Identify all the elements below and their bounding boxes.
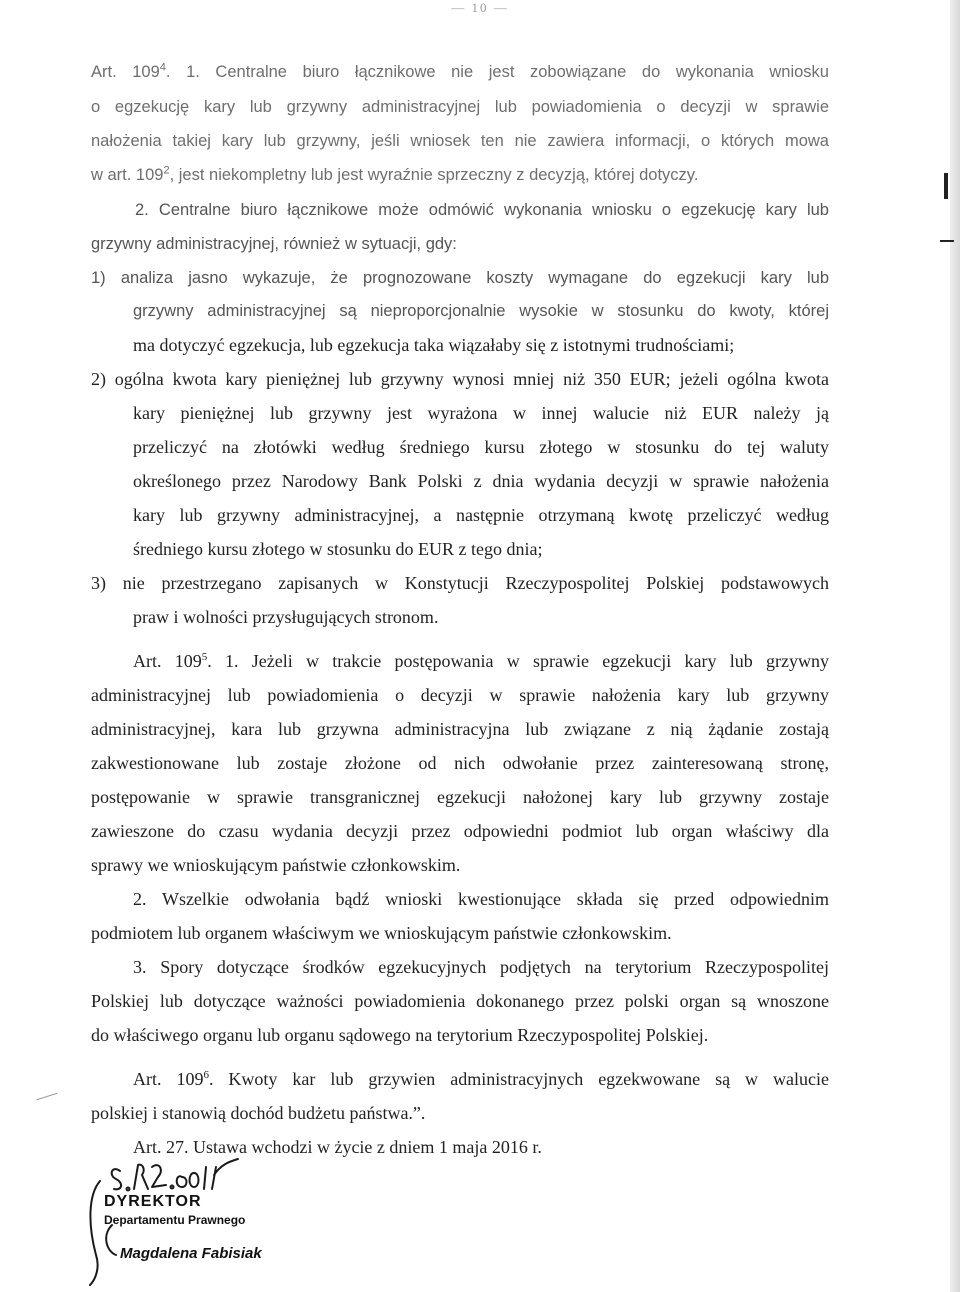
text-line: określonego przez Narodowy Bank Polski z dnia wydania decyzji w sprawie nałożenia (133, 471, 829, 491)
text-line: 2. Centralne biuro łącznikowe może odmówić wykonania wniosku o egzekucję kary lub (135, 201, 829, 219)
text-line: średniego kursu złotego w stosunku do EUR z tego dnia; (133, 539, 543, 559)
list-item: 3) nie przestrzegano zapisanych w Konstytucji Rzeczypospolitej Polskiej podstawowych (91, 573, 829, 593)
text-line: Art. $109^4$. 1. Centralne biuro łącznikowe nie jest zobowiązane do wykonania wniosku (91, 61, 829, 81)
text-line: sprawy we wnioskującym państwie członkowskim. (91, 855, 461, 875)
text-line: praw i wolności przysługujących stronom. (133, 607, 439, 627)
text-line: administracyjnej lub powiadomienia o decyzji w sprawie nałożenia kary lub grzywny (91, 685, 829, 705)
text-line: postępowanie w sprawie transgranicznej egzekucji nałożonej kary lub grzywny zostaje (91, 787, 829, 807)
text-line: kary pieniężnej lub grzywny jest wyrażona w innej walucie niż EUR należy ją (133, 403, 829, 423)
text-line: nałożenia takiej kary lub grzywny, jeśli wniosek ten nie zawiera informacji, o których mowa (91, 132, 829, 150)
text-line: administracyjnej, kara lub grzywna administracyjna lub związane z nią żądanie zostają (91, 719, 829, 739)
text-line: polskiej i stanowią dochód budżetu państwa.”. (91, 1103, 426, 1123)
scan-mark (36, 1093, 57, 1101)
text-line: przeliczyć na złotówki według średniego kursu złotego w stosunku do tej waluty (133, 437, 829, 457)
scan-right-edge (950, 0, 960, 1292)
text-line: w art. $109^2$, jest niekompletny lub jest wyraźnie sprzeczny z decyzją, której dotyczy. (91, 164, 699, 184)
text-line: ma dotyczyć egzekucja, lub egzekucja taka wiązałaby się z istotnymi trudnościami; (133, 335, 735, 355)
stamp-title: DYREKTOR (104, 1193, 202, 1210)
scan-mark (944, 173, 948, 199)
text-line: kary lub grzywny administracyjnej, a następnie otrzymaną kwotę przeliczyć według (133, 505, 829, 525)
text-line: do właściwego organu lub organu sądowego na terytorium Rzeczypospolitej Polskiej. (91, 1025, 709, 1045)
page-number: — 10 — (451, 0, 509, 15)
scan-mark (940, 240, 954, 242)
signature-stamp (82, 1155, 282, 1290)
stamp-department: Departamentu Prawnego (104, 1213, 246, 1227)
stamp-name: Magdalena Fabisiak (120, 1245, 262, 1262)
text-line: zakwestionowane lub zostaje złożone od nich odwołanie przez zainteresowaną stronę, (91, 753, 829, 773)
text-line: zawieszone do czasu wydania decyzji przez odpowiedni podmiot lub organ właściwy dla (91, 821, 829, 841)
text-line: Polskiej lub dotyczące ważności powiadomienia dokonanego przez polski organ są wnoszone (91, 991, 829, 1011)
text-line: podmiotem lub organem właściwym we wnioskującym państwie członkowskim. (91, 923, 672, 943)
text-line: Art. 27. Ustawa wchodzi w życie z dniem 1 maja 2016 r. (133, 1137, 542, 1157)
text-line: o egzekucję kary lub grzywny administracyjnej lub powiadomienia o decyzji w sprawie (91, 98, 829, 116)
text-line: 2. Wszelkie odwołania bądź wnioski kwestionujące składa się przed odpowiednim (133, 889, 829, 909)
text-line: grzywny administracyjnej są nieproporcjonalnie wysokie w stosunku do kwoty, której (133, 302, 829, 320)
text-line: 3. Spory dotyczące środków egzekucyjnych podjętych na terytorium Rzeczypospolitej (133, 957, 829, 977)
text-line: Art. $109^5$. 1. Jeżeli w trakcie postępowania w sprawie egzekucji kary lub grzywny (133, 651, 829, 671)
text-line: Art. $109^6$. Kwoty kar lub grzywien administracyjnych egzekwowane są w walucie (133, 1069, 829, 1089)
list-item: 1) analiza jasno wykazuje, że prognozowane koszty wymagane do egzekucji kary lub (91, 269, 829, 287)
text-line: grzywny administracyjnej, również w sytuacji, gdy: (91, 235, 457, 253)
list-item: 2) ogólna kwota kary pieniężnej lub grzywny wynosi mniej niż 350 EUR; jeżeli ogólna kwota (91, 369, 829, 389)
